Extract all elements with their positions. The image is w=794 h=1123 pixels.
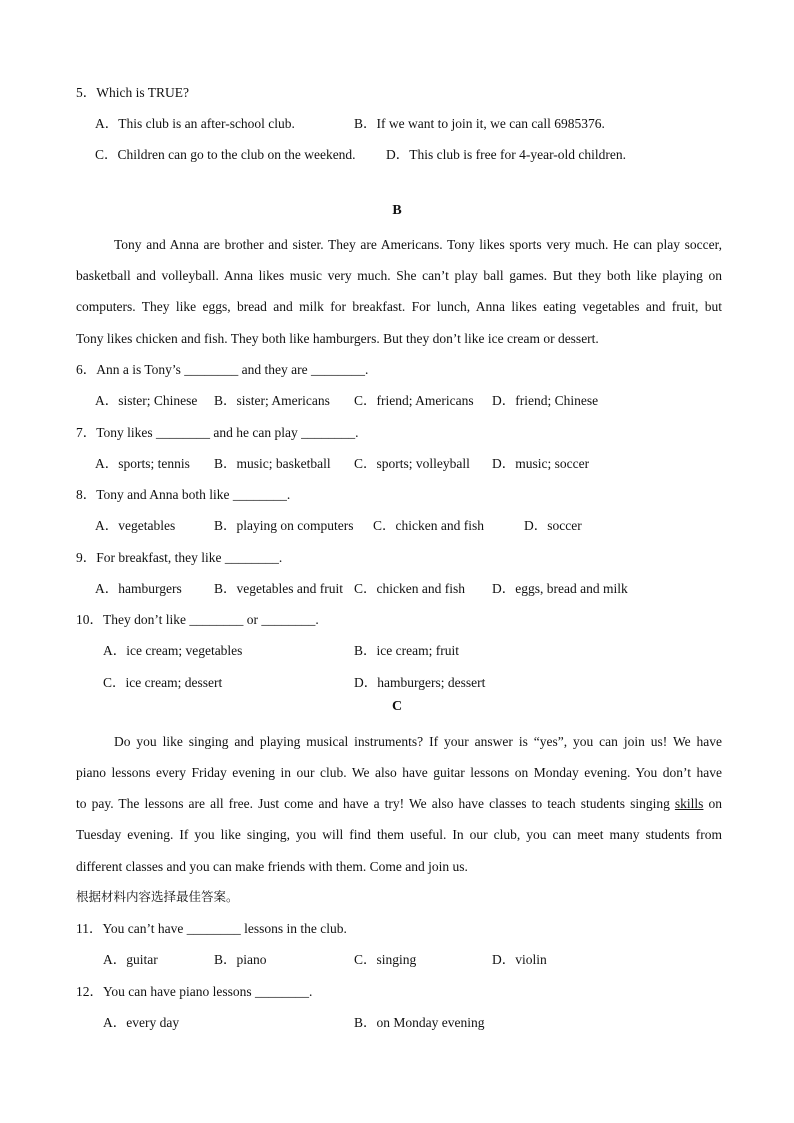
question-8-stem: 8．Tony and Anna both like ________. <box>76 487 291 502</box>
q8-option-a: A．vegetables <box>95 518 176 533</box>
q9-option-c: C．chicken and fish <box>354 581 465 596</box>
passage-c-line-3 <box>76 797 722 811</box>
q6-option-c: C．friend; Americans <box>354 393 474 408</box>
q7-option-b: B．music; basketball <box>214 456 331 471</box>
section-b-heading: B <box>392 203 402 218</box>
instruction-text: 根据材料内容选择最佳答案。 <box>76 889 239 904</box>
q10-option-b: B．ice cream; fruit <box>354 643 459 658</box>
underlined-word-skills: skills <box>674 796 704 811</box>
q7-option-c: C．sports; volleyball <box>354 456 470 471</box>
q10-option-c: C．ice cream; dessert <box>103 675 223 690</box>
passage-c-line-3-end: on <box>708 796 723 811</box>
q11-option-b: B．piano <box>214 952 267 967</box>
q11-option-a: A．guitar <box>103 952 158 967</box>
passage-c-line-5: different classes and you can make friends with them. Come and join us. <box>76 859 468 874</box>
question-12-stem: 12．You can have piano lessons ________. <box>76 984 313 999</box>
question-7-stem: 7．Tony likes ________ and he can play ________. <box>76 425 359 440</box>
q8-option-c: C．chicken and fish <box>373 518 484 533</box>
q8-option-d: D．soccer <box>524 518 582 533</box>
q9-option-a: A．hamburgers <box>95 581 182 596</box>
q6-option-b: B．sister; Americans <box>214 393 330 408</box>
q7-option-d: D．music; soccer <box>492 456 590 471</box>
q7-option-a: A．sports; tennis <box>95 456 190 471</box>
passage-b-line-3: computers. They like eggs, bread and milk for breakfast. For lunch, Anna likes eating vegetables and fruit, but <box>76 299 722 314</box>
q5-option-b: B．If we want to join it, we can call 6985376. <box>354 116 605 131</box>
section-c-heading: C <box>391 699 403 714</box>
q5-option-a: A．This club is an after-school club. <box>95 116 295 131</box>
passage-c-line-3-text: to pay. The lessons are all free. Just come and have a try! We also have classes to teach students singing <box>76 796 670 811</box>
q11-option-d: D．violin <box>492 952 547 967</box>
passage-b-line-2: basketball and volleyball. Anna likes music very much. She can’t play ball games. But they both like playing on <box>76 268 722 283</box>
question-6-stem: 6．Ann a is Tony’s ________ and they are ________. <box>76 362 369 377</box>
question-11-stem: 11．You can’t have ________ lessons in the club. <box>76 921 347 936</box>
q6-option-d: D．friend; Chinese <box>492 393 599 408</box>
q10-option-d: D．hamburgers; dessert <box>354 675 486 690</box>
q11-option-c: C．singing <box>354 952 417 967</box>
q12-option-b: B．on Monday evening <box>354 1015 485 1030</box>
passage-c-line-1: Do you like singing and playing musical instruments? If your answer is “yes”, you can join us! We have <box>114 734 722 749</box>
passage-c-line-4: Tuesday evening. If you like singing, you will find them useful. In our club, you can meet many students from <box>76 827 722 842</box>
question-9-stem: 9．For breakfast, they like ________. <box>76 550 283 565</box>
passage-c-line-2: piano lessons every Friday evening in our club. We also have guitar lessons on Monday evening. You don’t have <box>76 765 722 780</box>
q5-option-c: C．Children can go to the club on the weekend. <box>95 147 356 162</box>
q10-option-a: A．ice cream; vegetables <box>103 643 243 658</box>
q9-option-d: D．eggs, bread and milk <box>492 581 628 596</box>
q6-option-a: A．sister; Chinese <box>95 393 198 408</box>
q12-option-a: A．every day <box>103 1015 180 1030</box>
question-10-stem: 10．They don’t like ________ or ________. <box>76 612 319 627</box>
q5-option-d: D．This club is free for 4-year-old children. <box>386 147 627 162</box>
q9-option-b: B．vegetables and fruit <box>214 581 343 596</box>
passage-b-line-1: Tony and Anna are brother and sister. They are Americans. Tony likes sports very much. He can play soccer, <box>114 237 722 252</box>
q8-option-b: B．playing on computers <box>214 518 354 533</box>
question-5-stem: 5．Which is TRUE? <box>76 85 189 100</box>
passage-b-line-4: Tony likes chicken and fish. They both like hamburgers. But they don’t like ice cream or dessert. <box>76 331 599 346</box>
